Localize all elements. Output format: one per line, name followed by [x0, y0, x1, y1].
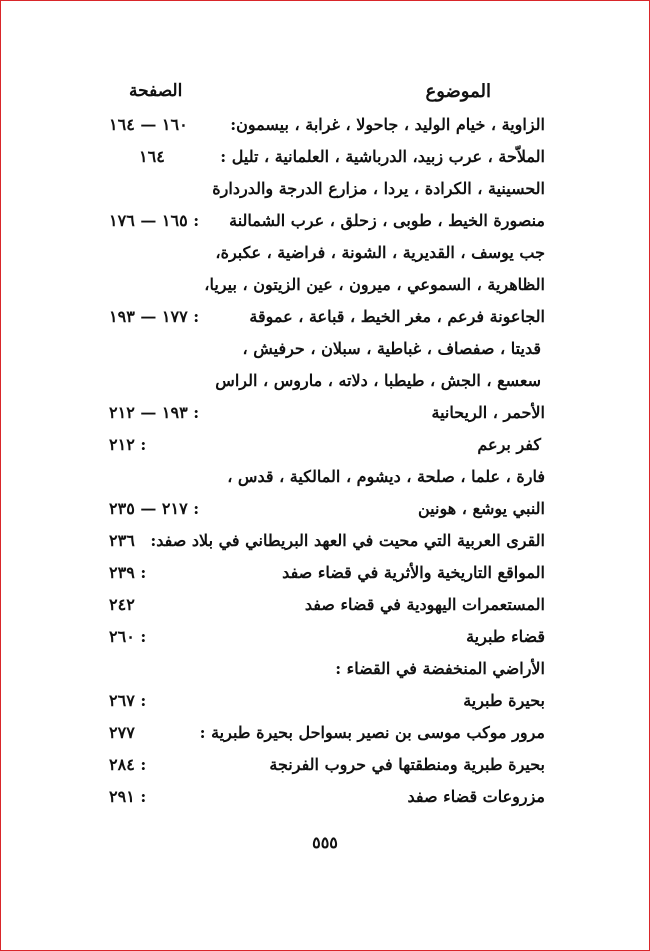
entry-text: كفر برعم	[477, 435, 541, 454]
toc-entry	[109, 461, 545, 493]
toc-entry	[109, 685, 545, 717]
entry-pages: : ٢٦٠	[109, 627, 147, 646]
entry-pages: : ٢٦٧	[109, 691, 147, 710]
entry-pages: : ٢٣٩	[109, 563, 147, 582]
entry-text: الملاّحة ، عرب زبيد، الدرباشية ، العلمانية ، تليل :	[220, 147, 545, 166]
entry-pages: : ٢١٢	[109, 435, 147, 454]
entry-pages: : ٢١٧ — ٢٣٥	[109, 499, 200, 518]
entry-text: مزروعات قضاء صفد	[407, 787, 545, 806]
entry-text: قضاء طبرية	[466, 627, 545, 646]
entry-pages: : ١٧٧ — ١٩٣	[109, 307, 200, 326]
toc-entry	[109, 493, 545, 525]
toc-entry	[109, 525, 545, 557]
toc-entries	[109, 109, 545, 813]
entry-text: فارة ، علما ، صلحة ، ديشوم ، المالكية ، قدس ،	[227, 467, 545, 486]
toc-entry	[109, 589, 545, 621]
page-column-label: الصفحة	[129, 81, 183, 101]
entry-text: الجاعونة فرعم ، مغر الخيط ، قباعة ، عموقة	[249, 307, 545, 326]
entry-text: الحسينية ، الكرادة ، يردا ، مزارع الدرجة والدردارة	[212, 179, 545, 198]
entry-text: الأراضي المنخفضة في القضاء :	[335, 659, 545, 678]
entry-pages: ٢٤٢	[109, 595, 135, 614]
toc-entry	[109, 429, 545, 461]
entry-pages: ٢٧٧	[109, 723, 135, 742]
toc-entry	[109, 141, 545, 173]
toc-entry	[109, 333, 545, 365]
entry-text: الزاوية ، خيام الوليد ، جاحولا ، غرابة ، بيسمون:	[230, 115, 545, 134]
toc-entry	[109, 109, 545, 141]
toc-entry	[109, 205, 545, 237]
entry-text: مرور موكب موسى بن نصير بسواحل بحيرة طبرية :	[199, 723, 545, 742]
entry-pages: ١٦٠ — ١٦٤	[109, 115, 188, 134]
toc-header	[111, 81, 541, 111]
entry-text: المواقع التاريخية والأثرية في قضاء صفد	[282, 563, 545, 582]
entry-pages: : ١٩٣ — ٢١٢	[109, 403, 200, 422]
toc-entry	[109, 749, 545, 781]
toc-entry	[109, 301, 545, 333]
entry-text: النبي يوشع ، هونين	[418, 499, 545, 518]
entry-pages: : ٢٩١	[109, 787, 147, 806]
entry-pages: ٢٣٦	[109, 531, 135, 550]
entry-text: بحيرة طبرية ومنطقتها في حروب الفرنجة	[269, 755, 545, 774]
toc-entry	[109, 365, 545, 397]
entry-pages: : ١٦٥ — ١٧٦	[109, 211, 200, 230]
toc-entry	[109, 621, 545, 653]
toc-entry	[109, 237, 545, 269]
entry-pages: ١٦٤	[139, 147, 165, 166]
entry-text: منصورة الخيط ، طوبى ، زحلق ، عرب الشمالنة	[229, 211, 545, 230]
toc-entry	[109, 781, 545, 813]
entry-text: المستعمرات اليهودية في قضاء صفد	[304, 595, 545, 614]
toc-entry	[109, 557, 545, 589]
entry-text: الظاهرية ، السموعي ، ميرون ، عين الزيتون ، بيريا،	[204, 275, 545, 294]
entry-text: بحيرة طبرية	[463, 691, 545, 710]
toc-entry	[109, 397, 545, 429]
entry-pages: : ٢٨٤	[109, 755, 147, 774]
entry-text: سعسع ، الجش ، طيطبا ، دلاته ، ماروس ، الراس	[215, 371, 541, 390]
topic-column-label: الموضوع	[425, 81, 491, 102]
entry-text: القرى العربية التي محيت في العهد البريطاني في بلاد صفد:	[150, 531, 545, 550]
toc-entry	[109, 653, 545, 685]
entry-text: جب يوسف ، القديرية ، الشونة ، فراضية ، عكبرة،	[215, 243, 545, 262]
toc-entry	[109, 269, 545, 301]
toc-entry	[109, 173, 545, 205]
page-number: ٥٥٥	[312, 833, 338, 852]
entry-text: الأحمر ، الريحانية	[431, 403, 545, 422]
entry-text: قديتا ، صفصاف ، غباطية ، سبلان ، حرفيش ،	[242, 339, 541, 358]
toc-entry	[109, 717, 545, 749]
